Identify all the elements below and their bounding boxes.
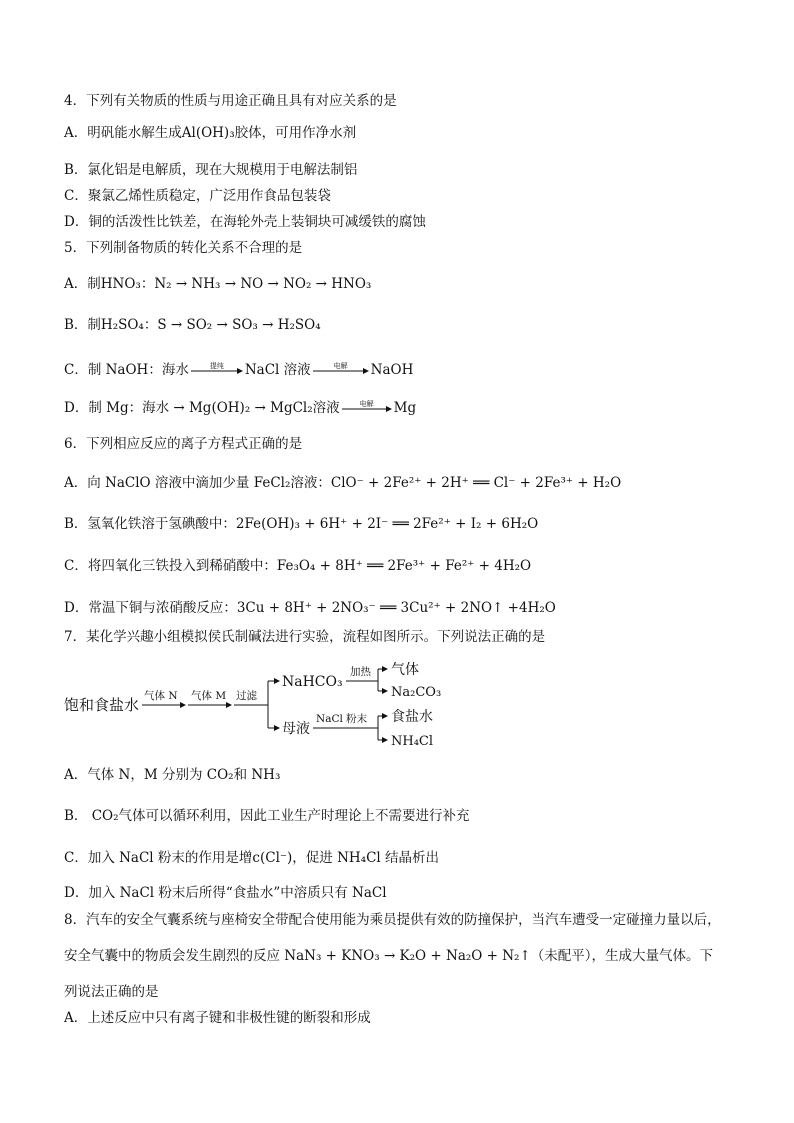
q6-option-c: C．将四氧化三铁投入到稀硝酸中：Fe₃O₄ + 8H⁺ ══ 2Fe³⁺ + Fe²⁺ + 4H₂O [64, 558, 532, 574]
q7-option-b: B． CO₂气体可以循环利用，因此工业生产时理论上不需要进行补充 [64, 808, 470, 824]
q5-stem: 5．下列制备物质的转化关系不合理的是 [64, 240, 303, 256]
diagram-nh4cl: NH₄Cl [391, 734, 434, 749]
q5-option-d [64, 398, 416, 418]
q6-stem: 6．下列相应反应的离子方程式正确的是 [64, 436, 303, 452]
diagram-filter: 过滤 [236, 690, 257, 702]
q4-option-a: A．明矾能水解生成Al(OH)₃胶体，可用作净水剂 [64, 125, 357, 141]
q5-c-prefix: C．制 NaOH：海水 [64, 362, 189, 378]
q5-c-arrow-2 [311, 360, 371, 380]
q5-option-b: B．制H₂SO₄：S → SO₂ → SO₃ → H₂SO₄ [64, 317, 321, 333]
q7-option-c: C．加入 NaCl 粉末的作用是增c(Cl⁻)，促进 NH₄Cl 结晶析出 [64, 850, 440, 866]
diagram-heat: 加热 [350, 666, 371, 678]
q5-c-mid: NaCl 溶液 [244, 362, 311, 378]
q8-stem-line-1: 8．汽车的安全气囊系统与座椅安全带配合使用能为乘员提供有效的防撞保护，当汽车遭受一定碰撞力量以后， [64, 912, 721, 928]
diagram-start: 饱和食盐水 [64, 696, 140, 714]
q4-option-b: B．氯化铝是电解质，现在大规模用于电解法制铝 [64, 162, 358, 178]
q5-c-arrow-2-label: 电解 [333, 362, 348, 370]
diagram-gas: 气体 [391, 662, 419, 678]
diagram-na2co3: Na₂CO₃ [391, 685, 442, 700]
q6-option-a: A．向 NaClO 溶液中滴加少量 FeCl₂溶液：ClO⁻ + 2Fe²⁺ + 2H⁺ ══ Cl⁻ + 2Fe³⁺ + H₂O [64, 475, 622, 491]
diagram-nacl-powder: NaCl 粉末 [316, 713, 368, 725]
q5-d-end: Mg [393, 400, 417, 416]
q7-option-d: D．加入 NaCl 粉末后所得“食盐水”中溶质只有 NaCl [64, 885, 387, 901]
q5-option-c [64, 360, 413, 380]
q8-option-a: A．上述反应中只有离子键和非极性键的断裂和形成 [64, 1010, 371, 1026]
q7-option-a: A．气体 N，M 分别为 CO₂和 NH₃ [64, 767, 281, 783]
q5-c-end: NaOH [370, 362, 414, 378]
q8-stem-line-3: 列说法正确的是 [64, 984, 159, 1000]
q6-option-d: D．常温下铜与浓硝酸反应：3Cu + 8H⁺ + 2NO₃⁻ ══ 3Cu²⁺ + 2NO↑ +4H₂O [64, 600, 556, 616]
diagram-branch [268, 678, 280, 731]
q6-option-b: B．氢氧化铁溶于氢碘酸中：2Fe(OH)₃ + 6H⁺ + 2I⁻ ══ 2Fe²⁺ + I₂ + 6H₂O [64, 516, 539, 532]
q7-stem: 7．某化学兴趣小组模拟侯氏制碱法进行实验，流程如图所示。下列说法正确的是 [64, 629, 546, 645]
q5-c-arrow-1-label: 提纯 [209, 362, 224, 370]
diagram-gas-n: 气体 N [144, 690, 178, 702]
q5-d-prefix: D．制 Mg：海水 → Mg(OH)₂ → MgCl₂溶液 [64, 400, 340, 416]
q5-option-a: A．制HNO₃：N₂ → NH₃ → NO → NO₂ → HNO₃ [64, 276, 372, 292]
q4-option-c: C．聚氯乙烯性质稳定，广泛用作食品包装袋 [64, 188, 331, 204]
diagram-gas-m: 气体 M [191, 690, 227, 702]
q5-c-arrow-1 [189, 360, 245, 380]
q5-d-arrow-label: 电解 [359, 400, 374, 408]
diagram-brine: 食盐水 [391, 709, 433, 725]
q8-stem-line-2: 安全气囊中的物质会发生剧烈的反应 NaN₃ + KNO₃ → K₂O + Na₂O + N₂↑（未配平），生成大量气体。下 [64, 948, 714, 964]
diagram-mother-liquor: 母液 [282, 721, 310, 737]
q4-option-d: D．铜的活泼性比铁差，在海轮外壳上装铜块可减缓铁的腐蚀 [64, 214, 426, 230]
q5-d-arrow [340, 398, 394, 418]
diagram-main-arrow [142, 702, 268, 708]
houshi-flow-diagram [60, 657, 460, 752]
diagram-nahco3: NaHCO₃ [282, 674, 343, 690]
q4-stem: 4．下列有关物质的性质与用途正确且具有对应关系的是 [64, 93, 397, 109]
